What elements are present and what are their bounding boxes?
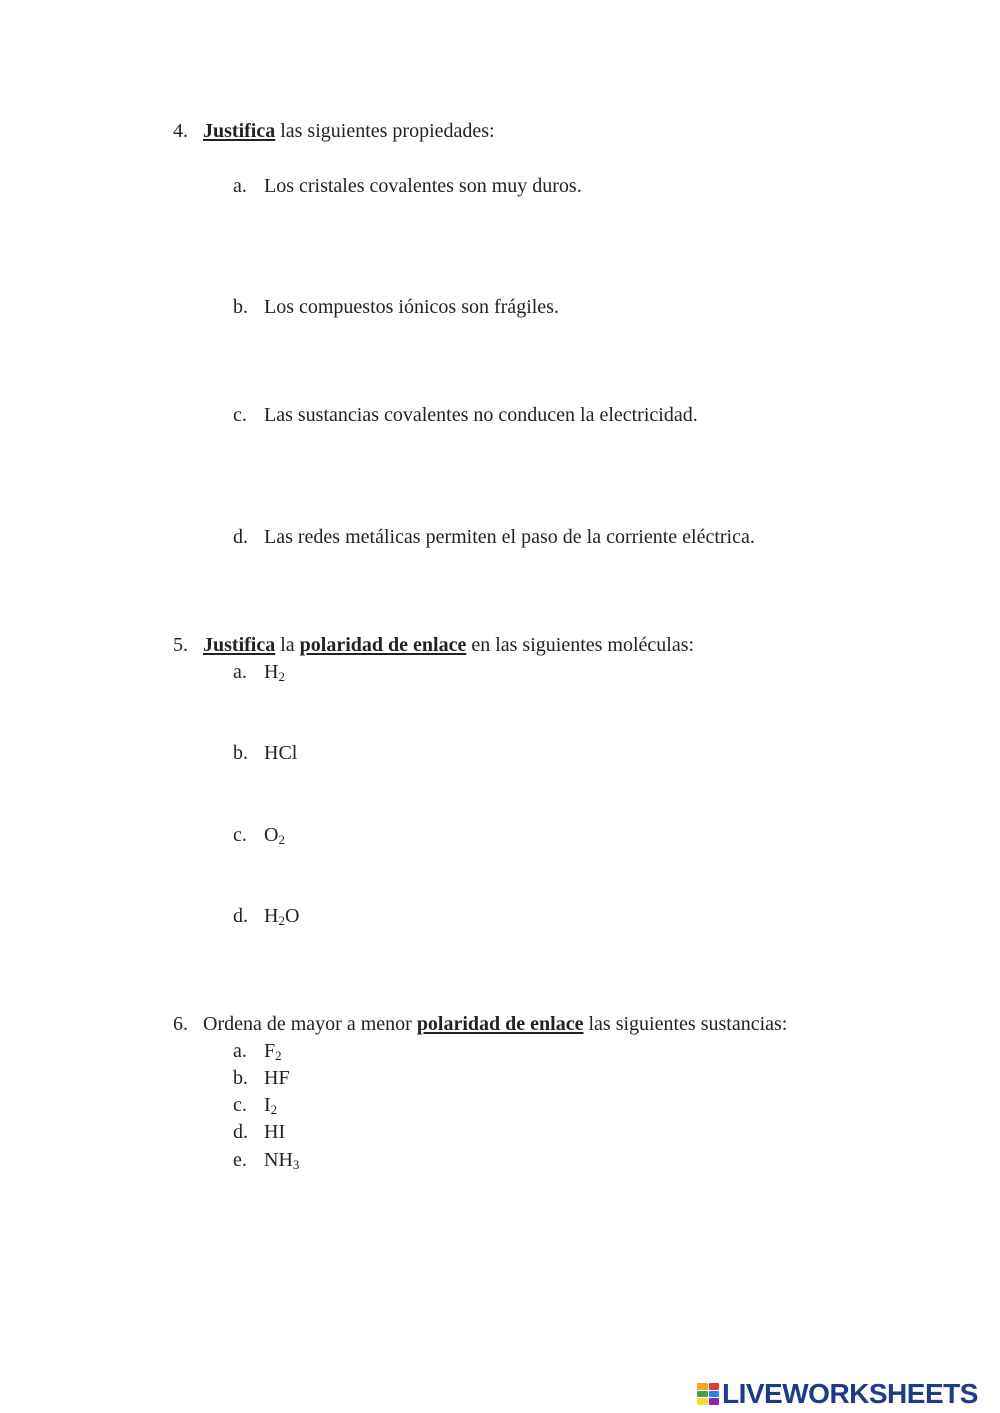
item-text: Los compuestos iónicos son frágiles. bbox=[264, 296, 559, 318]
formula-base: F bbox=[264, 1040, 276, 1062]
formula-base: H bbox=[264, 661, 279, 683]
emphasis-polaridad: polaridad de enlace bbox=[299, 634, 467, 656]
liveworksheets-logo bbox=[697, 1380, 978, 1408]
question-number: 5. bbox=[173, 634, 188, 656]
item-letter: c. bbox=[233, 1094, 247, 1116]
question-text: las siguientes propiedades: bbox=[275, 120, 495, 142]
question-5-heading bbox=[173, 633, 694, 657]
item-letter: b. bbox=[233, 1067, 248, 1089]
formula-base: I bbox=[264, 1094, 271, 1116]
formula-base: HI bbox=[264, 1121, 286, 1143]
item-letter: a. bbox=[233, 175, 247, 197]
question-5-item-b bbox=[233, 741, 297, 765]
question-text: las siguientes sustancias: bbox=[583, 1013, 788, 1035]
question-6-item-b bbox=[233, 1066, 290, 1090]
question-4-item-d bbox=[233, 525, 755, 549]
formula-subscript: 2 bbox=[278, 832, 285, 847]
liveworksheets-logo-icon bbox=[697, 1383, 719, 1405]
item-letter: b. bbox=[233, 742, 248, 764]
item-letter: c. bbox=[233, 404, 247, 426]
formula-base: HF bbox=[264, 1067, 290, 1089]
question-4-item-b bbox=[233, 295, 559, 319]
question-6-heading bbox=[173, 1012, 787, 1036]
item-letter: d. bbox=[233, 526, 248, 548]
formula-subscript: 2 bbox=[278, 669, 285, 684]
item-letter: d. bbox=[233, 1121, 248, 1143]
question-number: 6. bbox=[173, 1013, 188, 1035]
formula-subscript: 2 bbox=[275, 1048, 282, 1063]
item-letter: c. bbox=[233, 824, 247, 846]
emphasis-justifica: Justifica bbox=[203, 634, 276, 656]
item-text: Las redes metálicas permiten el paso de la corriente eléctrica. bbox=[264, 526, 755, 548]
question-6-item-c bbox=[233, 1093, 277, 1117]
formula-base: HCl bbox=[264, 742, 298, 764]
emphasis-polaridad: polaridad de enlace bbox=[416, 1013, 584, 1035]
formula-tail: O bbox=[284, 905, 300, 927]
question-4-heading bbox=[173, 119, 495, 143]
item-text: Los cristales covalentes son muy duros. bbox=[264, 175, 582, 197]
logo-text: LIVEWORKSHEETS bbox=[722, 1378, 978, 1409]
emphasis-justifica: Justifica bbox=[203, 120, 276, 142]
question-6-item-d bbox=[233, 1120, 285, 1144]
question-6-item-e bbox=[233, 1148, 299, 1172]
question-4-item-a bbox=[233, 174, 582, 198]
question-text-pre: Ordena de mayor a menor bbox=[203, 1013, 417, 1035]
item-letter: d. bbox=[233, 905, 248, 927]
item-letter: a. bbox=[233, 661, 247, 683]
formula-base: H bbox=[264, 905, 279, 927]
question-number: 4. bbox=[173, 120, 188, 142]
logo-block bbox=[697, 1391, 708, 1398]
item-letter: b. bbox=[233, 296, 248, 318]
question-6-item-a bbox=[233, 1039, 282, 1063]
formula-subscript: 3 bbox=[292, 1157, 300, 1172]
logo-block bbox=[709, 1391, 720, 1398]
logo-block bbox=[709, 1398, 720, 1405]
question-5-item-a bbox=[233, 660, 285, 684]
item-letter: e. bbox=[233, 1149, 247, 1171]
question-5-item-c bbox=[233, 823, 285, 847]
formula-subscript: 2 bbox=[270, 1102, 278, 1117]
logo-block bbox=[697, 1398, 708, 1405]
logo-block bbox=[709, 1383, 720, 1390]
logo-block bbox=[697, 1383, 708, 1390]
formula-base: O bbox=[264, 824, 279, 846]
item-letter: a. bbox=[233, 1040, 247, 1062]
question-5-item-d bbox=[233, 904, 299, 928]
question-text-mid: la bbox=[275, 634, 300, 656]
formula-subscript: 2 bbox=[278, 913, 285, 928]
question-4-item-c bbox=[233, 403, 698, 427]
item-text: Las sustancias covalentes no conducen la electricidad. bbox=[264, 404, 698, 426]
formula-base: NH bbox=[264, 1149, 293, 1171]
question-text: en las siguientes moléculas: bbox=[466, 634, 695, 656]
